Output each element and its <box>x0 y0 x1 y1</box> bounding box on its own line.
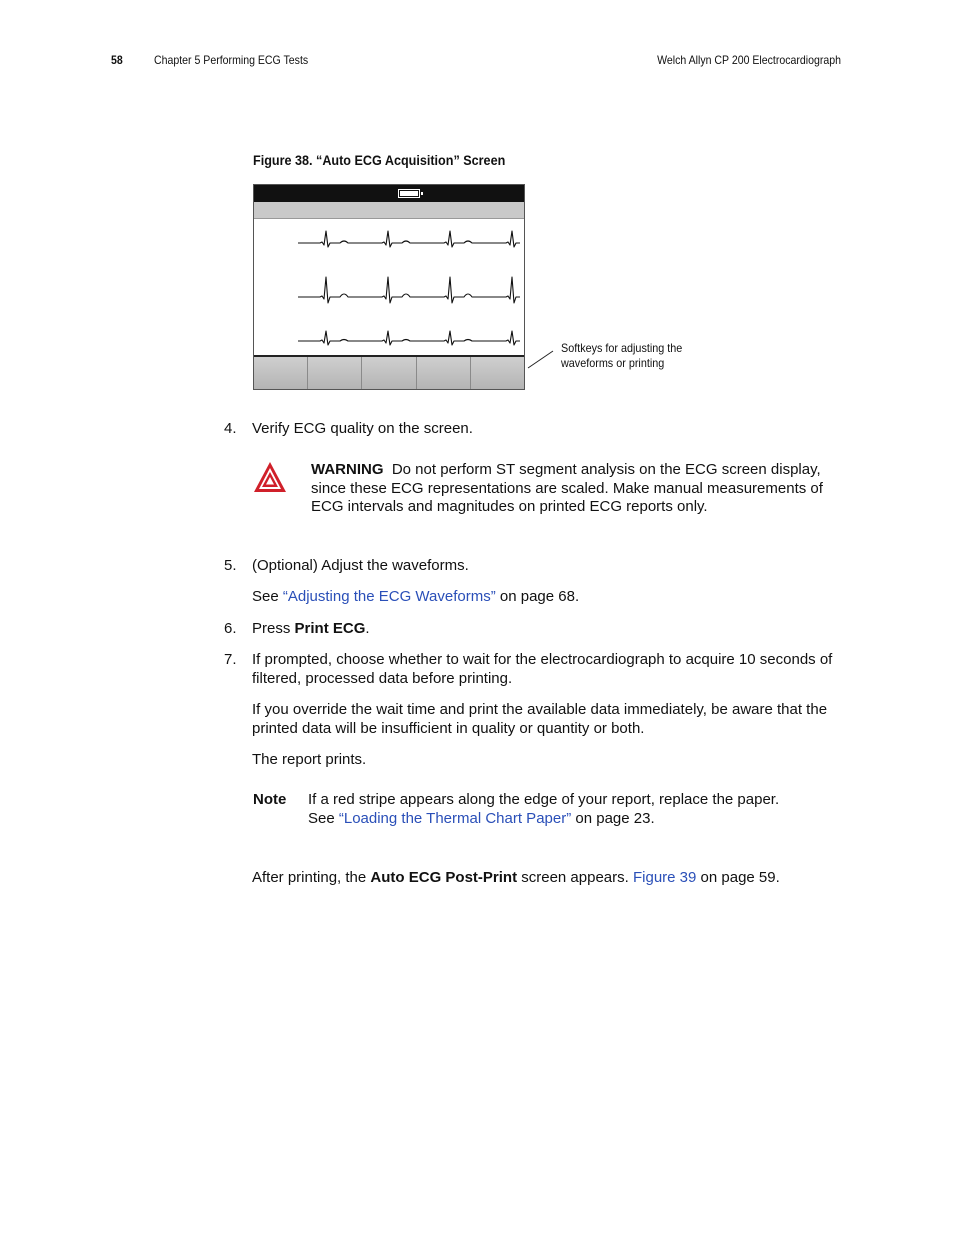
step-6-text <box>252 620 370 639</box>
softkey-callout <box>561 341 682 371</box>
warning-text: Do not perform ST segment analysis on the ECG screen display, since these ECG representations are scaled. Make manual measurements of ECG intervals and magnitudes on printed ECG reports only. <box>311 461 823 515</box>
ecg-acquisition-screen <box>253 184 525 390</box>
ecg-waveforms <box>254 219 524 357</box>
note-line-2 <box>308 810 655 829</box>
ecg-trace-2 <box>298 277 520 303</box>
step-5-see-prefix: See <box>252 588 283 605</box>
step-7-para-2: If you override the wait time and print the available data immediately, be aware that the printed data will be insufficient in quality or quantity or both. <box>252 701 828 737</box>
callout-line-2: waveforms or printing <box>561 356 665 370</box>
step-5-see-suffix: on page 68. <box>495 588 580 605</box>
step-5-number: 5. <box>224 557 237 574</box>
warning-label: WARNING <box>311 461 384 478</box>
step-5-see <box>252 588 579 607</box>
post-print-screen-label: Auto ECG Post-Print <box>370 869 518 886</box>
step-7-para-3: The report prints. <box>252 751 367 768</box>
ecg-trace-1 <box>298 231 520 247</box>
note-label: Note <box>253 791 287 808</box>
callout-leader-line <box>526 348 556 370</box>
page-number: 58 <box>111 53 123 67</box>
step-7-text: If prompted, choose whether to wait for the electrocardiograph to acquire 10 seconds of filtered, processed data before printing. <box>252 651 833 687</box>
softkey-1 <box>254 357 308 389</box>
step-6-number: 6. <box>224 620 237 637</box>
adjusting-waveforms-link[interactable]: “Adjusting the ECG Waveforms” <box>282 588 496 605</box>
battery-icon <box>398 189 420 198</box>
ecg-title-bar <box>254 185 524 202</box>
ecg-status-bar <box>254 202 524 219</box>
ecg-trace-3 <box>298 331 520 345</box>
note-see-prefix: See <box>308 810 339 827</box>
step-5-text: (Optional) Adjust the waveforms. <box>252 557 469 574</box>
softkey-4 <box>417 357 471 389</box>
step-6-suffix: . <box>365 620 370 637</box>
product-title: Welch Allyn CP 200 Electrocardiograph <box>657 53 841 67</box>
warning-block <box>311 461 841 517</box>
softkey-2 <box>308 357 362 389</box>
after-suffix: on page 59. <box>696 869 780 886</box>
loading-paper-link[interactable]: “Loading the Thermal Chart Paper” <box>338 810 572 827</box>
step-4-text: Verify ECG quality on the screen. <box>252 420 473 437</box>
step-6-prefix: Press <box>252 620 295 637</box>
softkey-bar <box>254 355 524 389</box>
step-7-number: 7. <box>224 651 237 668</box>
softkey-5 <box>471 357 524 389</box>
print-ecg-label: Print ECG <box>294 620 366 637</box>
ecg-waveform-area <box>254 219 524 357</box>
note-see-suffix: on page 23. <box>571 810 655 827</box>
figure-caption: Figure 38. “Auto ECG Acquisition” Screen <box>253 152 506 168</box>
after-middle: screen appears. <box>517 869 633 886</box>
note-line-1: If a red stripe appears along the edge of your report, replace the paper. <box>308 791 780 808</box>
figure-39-link[interactable]: Figure 39 <box>632 869 697 886</box>
step-4-number: 4. <box>224 420 237 437</box>
callout-line-1: Softkeys for adjusting the <box>561 341 683 355</box>
softkey-3 <box>362 357 416 389</box>
after-prefix: After printing, the <box>252 869 371 886</box>
after-printing-text <box>252 869 780 888</box>
warning-icon <box>253 461 287 493</box>
chapter-title: Chapter 5 Performing ECG Tests <box>154 53 309 67</box>
